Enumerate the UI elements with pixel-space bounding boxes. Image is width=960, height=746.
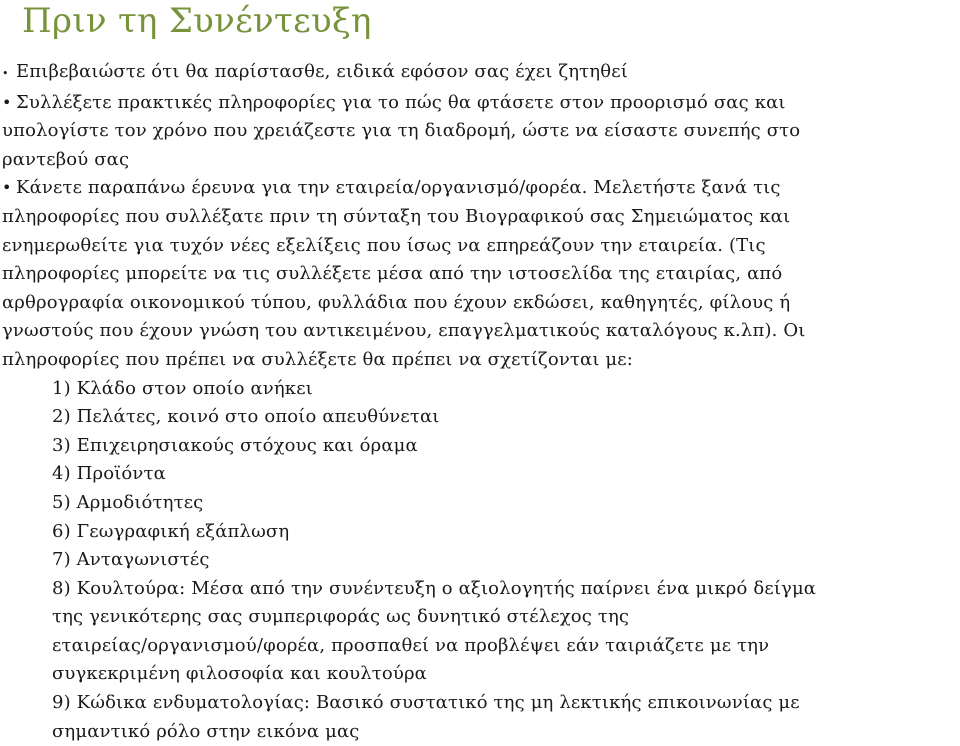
list-item: 2) Πελάτες, κοινό στο οποίο απευθύνεται — [52, 406, 440, 428]
list-item-continuation: εταιρείας/οργανισμού/φορέα, προσπαθεί να προβλέψει εάν ταιριάζετε με την — [52, 634, 770, 656]
bullet-icon: • — [2, 92, 12, 112]
list-item: 6) Γεωγραφική εξάπλωση — [52, 520, 290, 542]
list-item: 4) Προϊόντα — [52, 463, 166, 485]
list-item: 3) Επιχειρησιακούς στόχους και όραμα — [52, 434, 418, 456]
list-item-continuation: σημαντικό ρόλο στην εικόνα μας — [52, 720, 360, 742]
list-item-continuation: συγκεκριμένη φιλοσοφία και κουλτούρα — [52, 663, 427, 685]
list-item: 8) Κουλτούρα: Μέσα από την συνέντευξη ο αξιολογητής παίρνει ένα μικρό δείγμα — [52, 577, 817, 599]
bullet-text-line: πληροφορίες που συλλέξατε πριν τη σύνταξη του Βιογραφικού σας Σημειώματος και — [2, 205, 791, 227]
bullet-text-line: αρθρογραφία οικονομικού τύπου, φυλλάδια που έχουν εκδώσει, καθηγητές, φίλους ή — [2, 291, 791, 313]
list-item: 7) Ανταγωνιστές — [52, 549, 210, 571]
bullet-text-line: ενημερωθείτε για τυχόν νέες εξελίξεις που ίσως να επηρεάζουν την εταιρεία. (Τις — [2, 234, 766, 256]
slide-body — [2, 58, 960, 746]
list-item: 1) Κλάδο στον οποίο ανήκει — [52, 377, 313, 399]
list-item: 9) Κώδικα ενδυματολογίας: Βασικό συστατικό της μη λεκτικής επικοινωνίας με — [52, 692, 800, 714]
bullet-text: Κάνετε παραπάνω έρευνα για την εταιρεία/οργανισμό/φορέα. Μελετήστε ξανά τις — [16, 177, 781, 199]
info-list — [2, 375, 960, 746]
bullet-practical-info — [2, 89, 960, 118]
bullet-icon: • — [2, 67, 9, 80]
bullet-text: Συλλέξετε πρακτικές πληροφορίες για το πώς θα φτάσετε στον προορισμό σας και — [16, 91, 786, 113]
bullet-icon: • — [2, 178, 12, 198]
list-item: 5) Αρμοδιότητες — [52, 491, 204, 513]
bullet-research — [2, 174, 960, 203]
bullet-text-line: υπολογίστε τον χρόνο που χρειάζεστε για τη διαδρομή, ώστε να είσαστε συνεπής στο — [2, 120, 801, 142]
bullet-confirm — [2, 58, 960, 89]
bullet-text: Επιβεβαιώστε ότι θα παρίστασθε, ειδικά εφόσον σας έχει ζητηθεί — [16, 61, 628, 82]
page-title: Πριν τη Συνέντευξη — [22, 1, 372, 41]
bullet-text-line: γνωστούς που έχουν γνώση του αντικειμένου, επαγγελματικούς καταλόγους κ.λπ). Οι — [2, 320, 806, 342]
bullet-text-line: πληροφορίες μπορείτε να τις συλλέξετε μέσα από την ιστοσελίδα της εταιρίας, από — [2, 263, 783, 285]
list-item-continuation: της γενικότερης σας συμπεριφοράς ως δυνητικό στέλεχος της — [52, 606, 630, 628]
bullet-text-line: ραντεβού σας — [2, 148, 130, 170]
bullet-text-line: πληροφορίες που πρέπει να συλλέξετε θα πρέπει να σχετίζονται με: — [2, 348, 633, 370]
